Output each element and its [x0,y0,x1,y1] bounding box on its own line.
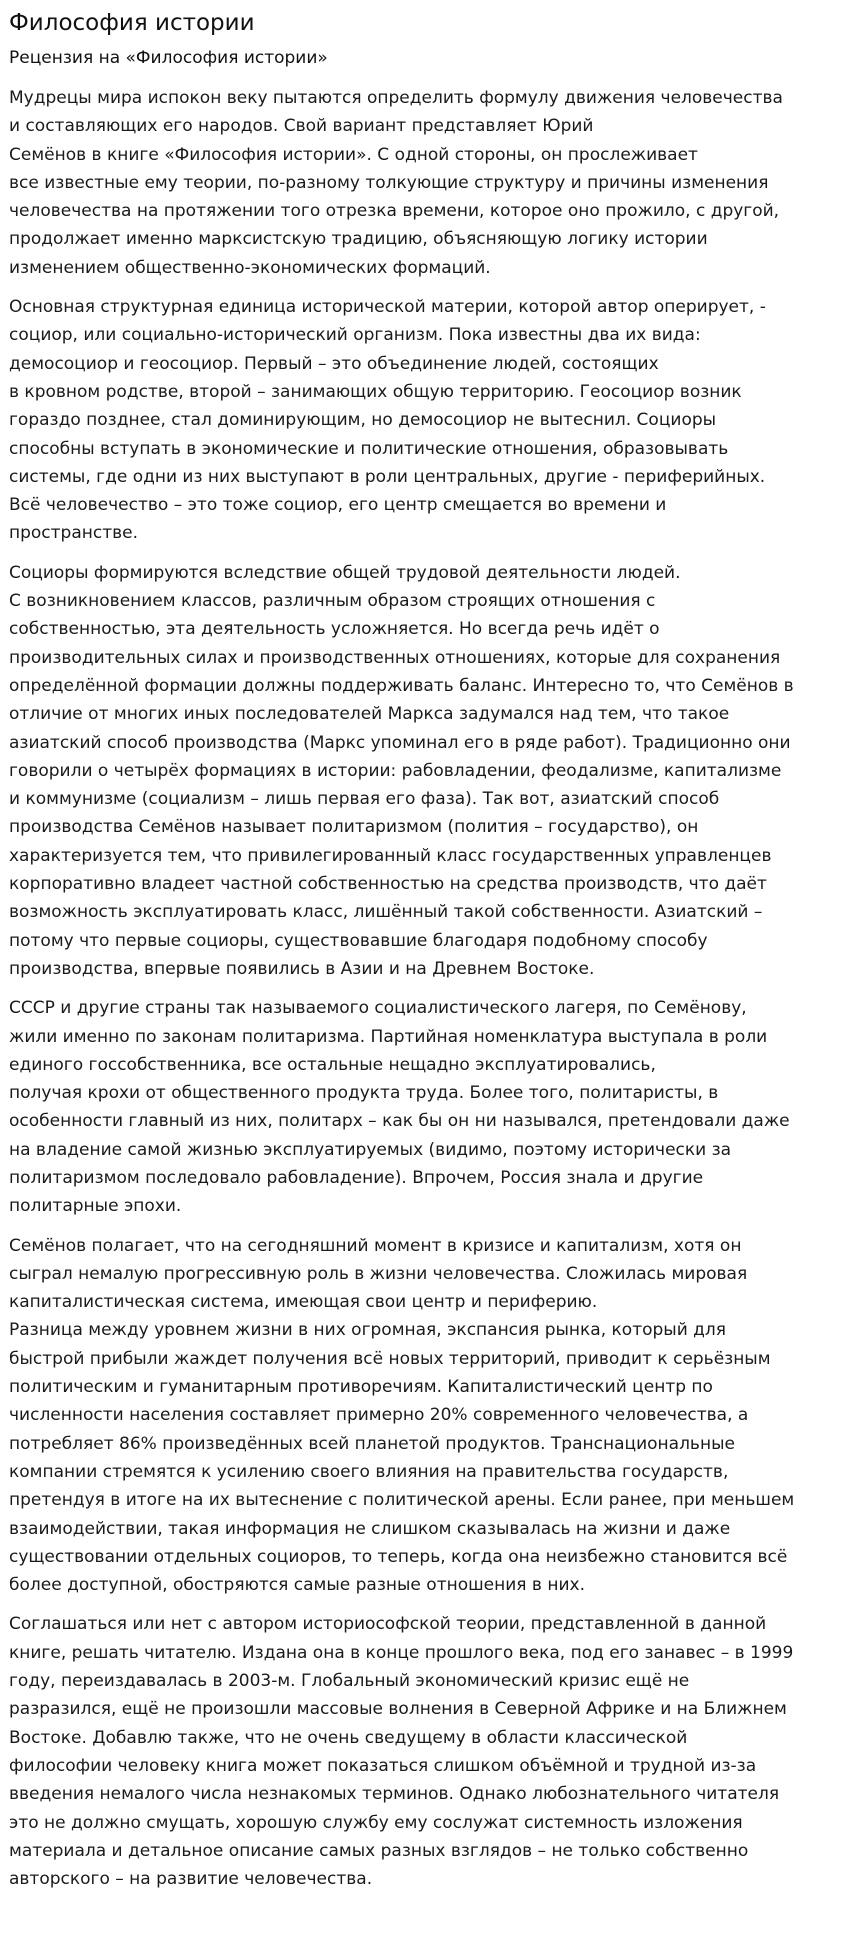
text-line: Всё человечество – это тоже социор, его центр смещается во времени и [9,495,667,516]
text-line: производства Семёнов называет политаризмом (полития – государство), он [9,817,699,838]
text-line: сыграл немалую прогрессивную роль в жизни человечества. Сложилась мировая [9,1263,748,1284]
paragraph-conclusion [9,1610,839,1893]
text-line: взаимодействии, такая информация не слишком сказывалась на жизни и даже [9,1518,731,1539]
text-line: собственностью, эта деятельность усложняется. Но всегда речь идёт о [9,619,660,640]
text-line: корпоративно владеет частной собственностью на средства производств, что даёт [9,874,767,895]
text-line: году, переиздавалась в 2003-м. Глобальный экономический кризис ещё не [9,1671,690,1692]
text-line: численности населения составляет примерно 20% современного человечества, а [9,1405,749,1426]
text-line: быстрой прибыли жаждет получения всё новых территорий, приводит к серьёзным [9,1348,771,1369]
text-line: определённой формации должны поддерживать баланс. Интересно то, что Семёнов в [9,675,794,696]
paragraph-formations [9,559,839,983]
text-line: С возникновением классов, различным образом строящих отношения с [9,591,656,612]
text-line: потому что первые социоры, существовавшие благодаря подобному способу [9,930,708,951]
text-line: социор, или социально-исторический организм. Пока известны два их вида: [9,325,701,346]
text-line: пространстве. [9,523,139,544]
text-line: демосоциор и геосоциор. Первый – это объединение людей, состоящих [9,353,659,374]
text-line: СССР и другие страны так называемого социалистического лагеря, по Семёнову, [9,998,747,1019]
text-line: особенности главный из них, политарх – как бы он ни назывался, претендовали даже [9,1111,790,1132]
text-line: гораздо позднее, стал доминирующим, но демосоциор не вытеснил. Социоры [9,410,717,431]
paragraph-intro [9,84,839,282]
paragraph-sociors [9,293,839,548]
text-line: единого госсобственника, все остальные нещадно эксплуатировались, [9,1054,656,1075]
text-line: книге, решать читателю. Издана она в конце прошлого века, под его занавес – в 1999 [9,1642,794,1663]
text-line: и коммунизме (социализм – лишь первая его фаза). Так вот, азиатский способ [9,789,720,810]
text-line: способны вступать в экономические и политические отношения, образовывать [9,438,729,459]
text-line: Семёнов полагает, что на сегодняшний момент в кризисе и капитализм, хотя он [9,1235,742,1256]
text-line: потребляет 86% произведённых всей планетой продуктов. Транснациональные [9,1433,735,1454]
text-line: материала и детальное описание самых разных взглядов – не только собственно [9,1840,749,1861]
text-line: азиатский способ производства (Маркс упоминал его в ряде работ). Традиционно они [9,732,791,753]
text-line: Соглашаться или нет с автором историософской теории, представленной в данной [9,1614,767,1635]
text-line: в кровном родстве, второй – занимающих общую территорию. Геосоциор возник [9,381,742,402]
text-line: производства, впервые появились в Азии и на Древнем Востоке. [9,958,595,979]
review-subtitle: Рецензия на «Философия истории» [9,48,328,68]
text-line: и составляющих его народов. Свой вариант представляет Юрий [9,116,594,137]
text-line: более доступной, обостряются самые разные отношения в них. [9,1575,585,1596]
paragraph-capitalism [9,1232,839,1600]
article-title: Философия истории [9,10,255,36]
text-line: Социоры формируются вследствие общей трудовой деятельности людей. [9,562,681,583]
text-line: Мудрецы мира испокон веку пытаются определить формулу движения человечества [9,88,783,108]
text-line: возможность эксплуатировать класс, лишённый такой собственности. Азиатский – [9,902,763,923]
text-line: продолжает именно марксистскую традицию, объясняющую логику истории [9,229,708,250]
text-line: все известные ему теории, по-разному толкующие структуру и причины изменения [9,172,769,193]
text-line: системы, где одни из них выступают в роли центральных, другие - периферийных. [9,466,766,487]
text-line: человечества на протяжении того отрезка времени, которое оно прожило, с другой, [9,201,780,222]
text-line: Семёнов в книге «Философия истории». С одной стороны, он прослеживает [9,144,698,165]
text-line: характеризуется тем, что привилегированный класс государственных управленцев [9,845,772,866]
text-line: Разница между уровнем жизни в них огромная, экспансия рынка, который для [9,1320,727,1341]
text-line: претендуя в итоге на их вытеснение с политической арены. Если ранее, при меньшем [9,1490,795,1511]
text-line: введения немалого числа незнакомых терминов. Однако любознательного читателя [9,1784,780,1805]
text-line: жили именно по законам политаризма. Партийная номенклатура выступала в роли [9,1026,768,1047]
text-line: производительных силах и производственных отношениях, которые для сохранения [9,647,781,668]
text-line: политаризмом последовало рабовладение). Впрочем, Россия знала и другие [9,1167,704,1188]
text-line: говорили о четырёх формациях в истории: рабовладении, феодализме, капитализме [9,760,782,781]
text-line: на владение самой жизнью эксплуатируемых (видимо, поэтому исторически за [9,1139,732,1160]
text-line: Востоке. Добавлю также, что не очень сведущему в области классической [9,1727,688,1748]
text-line: философии человеку книга может показаться слишком объёмной и трудной из-за [9,1755,757,1776]
text-line: отличие от многих иных последователей Маркса задумался над тем, что такое [9,704,730,725]
text-line: политическим и гуманитарным противоречиям. Капиталистический центр по [9,1377,713,1398]
text-line: Основная структурная единица исторической материи, которой автор оперирует, - [9,297,766,318]
text-line: изменением общественно-экономических формаций. [9,257,491,278]
text-line: компании стремятся к усилению своего влияния на правительства государств, [9,1461,729,1482]
text-line: получая крохи от общественного продукта труда. Более того, политаристы, в [9,1083,719,1104]
text-line: авторского – на развитие человечества. [9,1869,373,1890]
text-line: капиталистическая система, имеющая свои центр и периферию. [9,1292,598,1313]
text-line: существовании отдельных социоров, то теперь, когда она неизбежно становится всё [9,1546,788,1567]
article-body [9,84,839,1893]
paragraph-ussr [9,994,839,1220]
text-line: разразился, ещё не произошли массовые волнения в Северной Африке и на Ближнем [9,1699,787,1720]
text-line: политарные эпохи. [9,1196,182,1217]
text-line: это не должно смущать, хорошую службу ему сослужат системность изложения [9,1812,743,1833]
